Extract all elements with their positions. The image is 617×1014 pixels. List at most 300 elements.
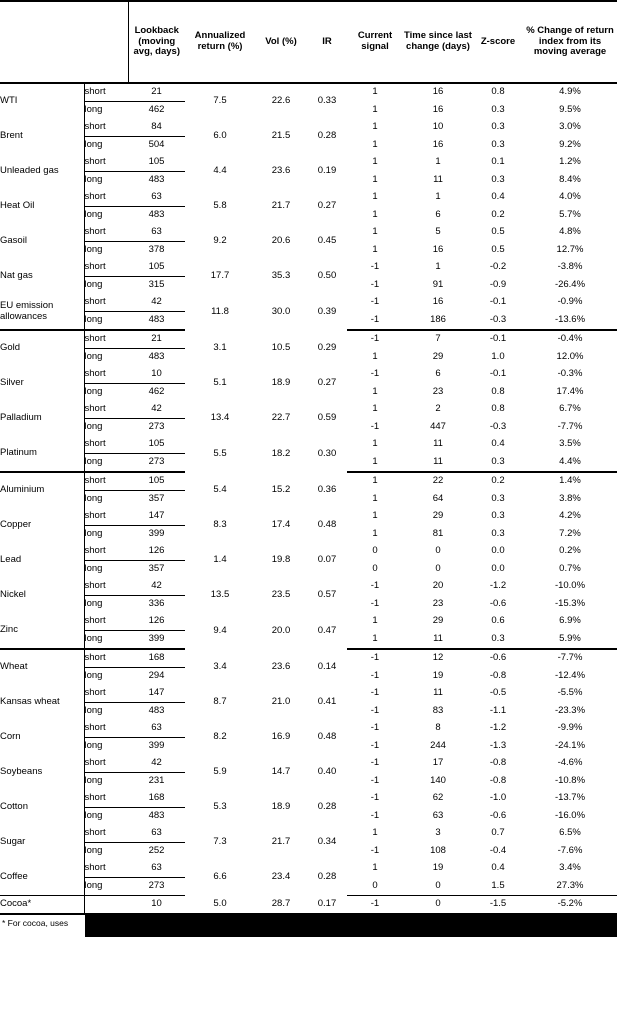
cell-term: long bbox=[84, 244, 103, 256]
cell-ir: 0.39 bbox=[317, 305, 337, 317]
cell-term: long bbox=[84, 351, 103, 363]
cell-zscore: 0.4 bbox=[491, 191, 505, 203]
cell-term: short bbox=[84, 472, 128, 491]
cell-time-since: 0 bbox=[435, 545, 441, 557]
cell-time-since: 10 bbox=[432, 121, 444, 133]
cell-term: long bbox=[84, 386, 103, 398]
cell-pct-change: 17.4% bbox=[556, 385, 584, 397]
cell-signal: -1 bbox=[370, 739, 380, 751]
cell-time-since: 81 bbox=[432, 527, 444, 539]
cell-time-since: 19 bbox=[432, 862, 444, 874]
cell-ir: 0.50 bbox=[317, 270, 337, 282]
table-row bbox=[0, 578, 617, 596]
cell-zscore: 0.1 bbox=[491, 156, 505, 168]
cell-signal: 1 bbox=[372, 527, 378, 539]
cell-vol: 20.0 bbox=[271, 624, 291, 636]
cell-time-since: 0 bbox=[403, 878, 473, 896]
cell-zscore: 0.3 bbox=[491, 121, 505, 133]
cell-zscore: -0.8 bbox=[489, 757, 507, 769]
row-label: Cocoa* bbox=[0, 896, 84, 914]
cell-signal: -1 bbox=[370, 844, 380, 856]
cell-ir: 0.40 bbox=[317, 766, 337, 778]
cell-term: long bbox=[84, 454, 128, 473]
cell-ir: 0.27 bbox=[317, 377, 337, 389]
cell-term: short bbox=[84, 860, 128, 878]
cell-signal: 1 bbox=[372, 191, 378, 203]
cell-zscore: 1.5 bbox=[473, 878, 523, 896]
table-row bbox=[0, 259, 617, 277]
cell-lookback: 84 bbox=[128, 119, 185, 137]
cell-pct-change: 3.8% bbox=[559, 492, 581, 504]
cell-zscore: 0.8 bbox=[491, 385, 505, 397]
cell-time-since: 0 bbox=[435, 562, 441, 574]
cell-time-since: 16 bbox=[432, 296, 444, 308]
cell-ir: 0.57 bbox=[317, 589, 337, 601]
cell-pct-change: -10.0% bbox=[554, 580, 586, 592]
cell-signal: -1 bbox=[370, 261, 380, 273]
cell-term: short bbox=[84, 508, 128, 526]
row-label: WTI bbox=[0, 83, 84, 119]
cell-zscore: 0.6 bbox=[491, 615, 505, 627]
cell-time-since: 16 bbox=[432, 243, 444, 255]
cell-ir: 0.27 bbox=[317, 200, 337, 212]
cell-signal: -1 bbox=[370, 597, 380, 609]
cell-pct-change: -3.8% bbox=[557, 261, 583, 273]
cell-term: short bbox=[84, 578, 128, 596]
cell-time-since: 16 bbox=[432, 103, 444, 115]
cell-annualized-return: 4.4 bbox=[213, 165, 227, 177]
cell-annualized-return: 9.2 bbox=[213, 235, 227, 247]
cell-zscore: 0.3 bbox=[473, 454, 523, 473]
row-label: Silver bbox=[0, 366, 84, 401]
cell-vol: 23.4 bbox=[271, 871, 291, 883]
cell-term: short bbox=[84, 119, 128, 137]
cell-annualized-return: 11.8 bbox=[211, 305, 229, 317]
row-label: Gasoil bbox=[0, 224, 84, 259]
cell-ir: 0.28 bbox=[317, 871, 337, 883]
cell-vol: 18.2 bbox=[271, 447, 291, 459]
cell-annualized-return: 8.2 bbox=[213, 731, 227, 743]
cell-lookback: 399 bbox=[148, 740, 165, 752]
cell-time-since: 12 bbox=[432, 652, 444, 664]
cell-pct-change: 4.9% bbox=[559, 86, 581, 98]
cell-signal: 1 bbox=[372, 350, 378, 362]
cell-term: short bbox=[84, 366, 128, 384]
cell-zscore: 0.3 bbox=[491, 492, 505, 504]
cell-time-since: 7 bbox=[435, 333, 441, 345]
table-row bbox=[0, 860, 617, 878]
cell-vol: 30.0 bbox=[271, 305, 291, 317]
cell-lookback: 231 bbox=[148, 775, 165, 787]
cell-zscore: 0.3 bbox=[491, 103, 505, 115]
cell-time-since: 8 bbox=[435, 722, 441, 734]
footnote bbox=[0, 913, 617, 928]
cell-zscore: 0.4 bbox=[491, 438, 505, 450]
cell-pct-change: -10.8% bbox=[554, 774, 586, 786]
cell-term: long bbox=[84, 740, 103, 752]
cell-ir: 0.14 bbox=[317, 660, 337, 672]
cell-time-since: 23 bbox=[432, 597, 444, 609]
cell-term: long bbox=[84, 104, 103, 116]
cell-zscore: -0.1 bbox=[489, 333, 507, 345]
cell-time-since: 244 bbox=[430, 739, 446, 751]
cell-term: short bbox=[84, 83, 128, 102]
cell-signal: -1 bbox=[370, 704, 380, 716]
cell-pct-change: 7.2% bbox=[559, 527, 581, 539]
cell-vol: 28.7 bbox=[271, 897, 291, 909]
cell-signal: 1 bbox=[372, 862, 378, 874]
cell-vol: 23.6 bbox=[271, 660, 291, 672]
cell-time-since: 29 bbox=[432, 350, 444, 362]
cell-time-since: 5 bbox=[435, 226, 441, 238]
cell-vol: 22.6 bbox=[271, 95, 291, 107]
cell-pct-change: 0.7% bbox=[559, 562, 581, 574]
cell-time-since: 17 bbox=[432, 757, 444, 769]
cell-lookback: 10 bbox=[151, 898, 162, 910]
table-row bbox=[0, 366, 617, 384]
cell-zscore: 0.4 bbox=[491, 862, 505, 874]
cell-term: long bbox=[84, 493, 103, 505]
cell-term: short bbox=[84, 825, 128, 843]
cell-pct-change: -13.7% bbox=[554, 792, 586, 804]
cell-zscore: 0.8 bbox=[491, 403, 505, 415]
cell-pct-change: -16.0% bbox=[554, 809, 586, 821]
cell-lookback: 63 bbox=[128, 860, 185, 878]
cell-lookback: 483 bbox=[148, 174, 165, 186]
cell-pct-change: 4.0% bbox=[559, 191, 581, 203]
cell-pct-change: 27.3% bbox=[523, 878, 617, 896]
cell-ir: 0.28 bbox=[317, 130, 337, 142]
cell-zscore: 0.0 bbox=[491, 562, 505, 574]
cell-lookback: 42 bbox=[128, 755, 185, 773]
table-row bbox=[0, 472, 617, 491]
cell-annualized-return: 9.4 bbox=[213, 624, 227, 636]
cell-annualized-return: 7.3 bbox=[213, 836, 227, 848]
cell-signal: 1 bbox=[372, 475, 378, 487]
cell-term: short bbox=[84, 720, 128, 738]
cell-ir: 0.34 bbox=[317, 836, 337, 848]
row-label: Sugar bbox=[0, 825, 84, 860]
cell-pct-change: 4.2% bbox=[559, 510, 581, 522]
cell-signal: -1 bbox=[370, 722, 380, 734]
cell-pct-change: -23.3% bbox=[554, 704, 586, 716]
cell-vol: 35.3 bbox=[271, 270, 291, 282]
cell-term: long bbox=[84, 631, 128, 650]
cell-term: long bbox=[84, 528, 103, 540]
cell-lookback: 336 bbox=[148, 598, 165, 610]
cell-lookback: 483 bbox=[148, 810, 165, 822]
cell-signal: 0 bbox=[372, 562, 378, 574]
cell-lookback: 357 bbox=[148, 493, 165, 505]
cell-vol: 19.8 bbox=[271, 554, 291, 566]
cell-term: short bbox=[84, 401, 128, 419]
cell-time-since: 22 bbox=[432, 475, 444, 487]
cell-zscore: 0.3 bbox=[491, 510, 505, 522]
cell-signal: 1 bbox=[372, 226, 378, 238]
cell-zscore: -0.6 bbox=[489, 652, 507, 664]
cell-annualized-return: 1.4 bbox=[213, 554, 227, 566]
cell-signal: -1 bbox=[370, 296, 380, 308]
cell-lookback: 42 bbox=[128, 578, 185, 596]
cell-term: long bbox=[84, 312, 128, 331]
cell-vol: 21.7 bbox=[271, 836, 291, 848]
header-lookback: Lookback (moving avg, days) bbox=[128, 1, 185, 83]
cell-signal: 1 bbox=[347, 454, 403, 473]
cell-term: long bbox=[84, 563, 103, 575]
cell-vol: 23.6 bbox=[271, 165, 291, 177]
cell-ir: 0.19 bbox=[317, 165, 337, 177]
table-row bbox=[0, 613, 617, 631]
cell-vol: 14.7 bbox=[271, 766, 291, 778]
cell-lookback: 168 bbox=[128, 649, 185, 668]
cell-pct-change: -4.6% bbox=[557, 757, 583, 769]
cell-zscore: -0.3 bbox=[489, 420, 507, 432]
cell-annualized-return: 8.7 bbox=[213, 696, 227, 708]
cell-zscore: 0.3 bbox=[491, 527, 505, 539]
cell-pct-change: -0.4% bbox=[557, 333, 583, 345]
table-row bbox=[0, 825, 617, 843]
cell-signal: -1 bbox=[347, 312, 403, 331]
cell-lookback: 252 bbox=[148, 845, 165, 857]
header-vol: Vol (%) bbox=[255, 1, 307, 83]
cell-zscore: -1.2 bbox=[489, 580, 507, 592]
cell-time-since: 11 bbox=[433, 173, 443, 185]
cell-signal: -1 bbox=[370, 792, 380, 804]
cell-pct-change: 12.0% bbox=[556, 350, 584, 362]
cell-time-since: 64 bbox=[432, 492, 444, 504]
row-label: Wheat bbox=[0, 649, 84, 685]
cell-zscore: -0.5 bbox=[489, 687, 507, 699]
cell-time-since: 16 bbox=[432, 138, 444, 150]
header-time-since-last-change: Time since last change (days) bbox=[403, 1, 473, 83]
cell-pct-change: 1.4% bbox=[559, 475, 581, 487]
cell-zscore: 0.7 bbox=[491, 827, 505, 839]
cell-signal: 0 bbox=[347, 878, 403, 896]
cell-pct-change: 6.5% bbox=[559, 827, 581, 839]
cell-lookback: 126 bbox=[128, 543, 185, 561]
cell-pct-change: 3.0% bbox=[559, 121, 581, 133]
cell-time-since: 62 bbox=[432, 792, 444, 804]
cell-lookback: 483 bbox=[128, 312, 185, 331]
cell-lookback: 357 bbox=[148, 563, 165, 575]
cell-signal: 1 bbox=[372, 156, 378, 168]
cell-signal: 1 bbox=[372, 385, 378, 397]
cell-signal: 1 bbox=[372, 86, 378, 98]
cell-lookback: 399 bbox=[128, 631, 185, 650]
cell-zscore: 0.5 bbox=[491, 243, 505, 255]
cell-lookback: 21 bbox=[128, 330, 185, 349]
row-label: Coffee bbox=[0, 860, 84, 896]
cell-pct-change: -7.6% bbox=[557, 844, 583, 856]
table-row bbox=[0, 436, 617, 454]
cell-ir: 0.28 bbox=[317, 801, 337, 813]
cell-annualized-return: 6.0 bbox=[213, 130, 227, 142]
table-body bbox=[0, 83, 617, 913]
cell-pct-change: -0.9% bbox=[557, 296, 583, 308]
row-label: Copper bbox=[0, 508, 84, 543]
cell-signal: 1 bbox=[372, 510, 378, 522]
cell-time-since: 29 bbox=[432, 510, 444, 522]
header-current-signal: Current signal bbox=[347, 1, 403, 83]
cell-term: long bbox=[84, 139, 103, 151]
cell-zscore: 0.3 bbox=[491, 173, 505, 185]
cell-time-since: 0 bbox=[435, 898, 441, 910]
cell-term: short bbox=[84, 755, 128, 773]
cell-zscore: -1.2 bbox=[489, 722, 507, 734]
cell-lookback: 147 bbox=[128, 508, 185, 526]
cell-annualized-return: 5.1 bbox=[213, 377, 227, 389]
cell-lookback: 147 bbox=[128, 685, 185, 703]
cell-vol: 21.0 bbox=[271, 696, 291, 708]
cell-signal: -1 bbox=[370, 652, 380, 664]
cell-vol: 21.7 bbox=[271, 200, 291, 212]
cell-ir: 0.45 bbox=[317, 235, 337, 247]
cell-term: long bbox=[84, 878, 128, 896]
cell-annualized-return: 3.4 bbox=[213, 660, 227, 672]
cell-zscore: -1.1 bbox=[489, 704, 507, 716]
cell-signal: -1 bbox=[370, 580, 380, 592]
row-label: Nat gas bbox=[0, 259, 84, 294]
cell-lookback: 504 bbox=[148, 139, 165, 151]
cell-annualized-return: 3.1 bbox=[213, 341, 227, 353]
cell-term: short bbox=[84, 613, 128, 631]
cell-lookback: 63 bbox=[128, 224, 185, 242]
cell-signal: -1 bbox=[370, 774, 380, 786]
cell-annualized-return: 13.5 bbox=[210, 589, 230, 601]
cell-ir: 0.30 bbox=[317, 447, 337, 459]
cell-term: long bbox=[84, 209, 103, 221]
cell-lookback: 483 bbox=[148, 705, 165, 717]
cell-zscore: -0.1 bbox=[489, 296, 507, 308]
cell-time-since: 140 bbox=[430, 774, 446, 786]
cell-pct-change: -12.4% bbox=[554, 669, 586, 681]
cell-term: long bbox=[84, 598, 103, 610]
cell-signal: 1 bbox=[372, 615, 378, 627]
cell-lookback: 483 bbox=[148, 351, 165, 363]
cell-time-since: 447 bbox=[430, 420, 446, 432]
cell-signal: -1 bbox=[370, 368, 380, 380]
cell-annualized-return: 5.9 bbox=[213, 766, 227, 778]
cell-zscore: -0.6 bbox=[489, 597, 507, 609]
cell-vol: 20.6 bbox=[271, 235, 291, 247]
cell-signal: -1 bbox=[370, 333, 380, 345]
cell-time-since: 186 bbox=[403, 312, 473, 331]
cell-signal: 1 bbox=[372, 243, 378, 255]
cell-time-since: 11 bbox=[433, 687, 443, 699]
cell-pct-change: 8.4% bbox=[559, 173, 581, 185]
header-pct-change: % Change of return index from its moving average bbox=[523, 1, 617, 83]
cell-lookback: 273 bbox=[128, 454, 185, 473]
cell-term: short bbox=[84, 649, 128, 668]
table-row bbox=[0, 508, 617, 526]
cell-vol: 22.7 bbox=[271, 412, 291, 424]
row-label: Palladium bbox=[0, 401, 84, 436]
cell-term: long bbox=[84, 174, 103, 186]
cell-signal: 1 bbox=[372, 173, 378, 185]
cell-signal: 1 bbox=[372, 492, 378, 504]
cell-ir: 0.33 bbox=[317, 95, 337, 107]
cell-time-since: 3 bbox=[435, 827, 441, 839]
cell-annualized-return: 5.4 bbox=[213, 483, 227, 495]
cell-lookback: 315 bbox=[148, 279, 165, 291]
cell-signal: 0 bbox=[372, 545, 378, 557]
cell-time-since: 1 bbox=[435, 156, 441, 168]
cell-vol: 17.4 bbox=[271, 519, 291, 531]
cell-annualized-return: 5.8 bbox=[213, 200, 227, 212]
cell-lookback: 63 bbox=[128, 189, 185, 207]
cell-pct-change: 6.7% bbox=[559, 403, 581, 415]
cell-signal: -1 bbox=[370, 669, 380, 681]
cell-time-since: 16 bbox=[432, 86, 444, 98]
cell-pct-change: 9.5% bbox=[559, 103, 581, 115]
cell-zscore: -0.8 bbox=[489, 669, 507, 681]
cell-lookback: 168 bbox=[128, 790, 185, 808]
row-label: EU emission allowances bbox=[0, 294, 84, 330]
cell-vol: 15.2 bbox=[271, 483, 291, 495]
cell-annualized-return: 13.4 bbox=[210, 412, 230, 424]
cell-signal: 1 bbox=[372, 121, 378, 133]
cell-vol: 10.5 bbox=[271, 341, 291, 353]
cell-signal: -1 bbox=[370, 420, 380, 432]
cell-time-since: 6 bbox=[435, 208, 441, 220]
cell-time-since: 108 bbox=[430, 844, 446, 856]
table-row bbox=[0, 896, 617, 914]
cell-pct-change: 4.4% bbox=[523, 454, 617, 473]
cell-time-since: 1 bbox=[435, 261, 441, 273]
row-label: Platinum bbox=[0, 436, 84, 472]
cell-zscore: -0.2 bbox=[489, 261, 507, 273]
table-row bbox=[0, 119, 617, 137]
row-label: Zinc bbox=[0, 613, 84, 649]
table-row bbox=[0, 543, 617, 561]
cell-pct-change: -9.9% bbox=[557, 722, 583, 734]
cell-annualized-return: 8.3 bbox=[213, 519, 227, 531]
table-row bbox=[0, 755, 617, 773]
cell-term: short bbox=[84, 154, 128, 172]
cell-pct-change: -7.7% bbox=[557, 652, 583, 664]
cell-lookback: 483 bbox=[148, 209, 165, 221]
cell-zscore: -0.3 bbox=[473, 312, 523, 331]
table-row bbox=[0, 790, 617, 808]
cell-ir: 0.47 bbox=[317, 624, 337, 636]
row-label: Kansas wheat bbox=[0, 685, 84, 720]
table-row bbox=[0, 294, 617, 312]
cell-zscore: 0.2 bbox=[491, 208, 505, 220]
cell-term: short bbox=[84, 790, 128, 808]
cell-lookback: 378 bbox=[148, 244, 165, 256]
cell-signal: 1 bbox=[372, 103, 378, 115]
cell-lookback: 273 bbox=[148, 421, 165, 433]
cell-time-since: 20 bbox=[432, 580, 444, 592]
cell-pct-change: 5.7% bbox=[559, 208, 581, 220]
cell-lookback: 42 bbox=[128, 401, 185, 419]
cell-lookback: 105 bbox=[128, 436, 185, 454]
cell-pct-change: -26.4% bbox=[554, 278, 586, 290]
cell-lookback: 399 bbox=[148, 528, 165, 540]
cell-annualized-return: 5.5 bbox=[213, 447, 227, 459]
cell-pct-change: 9.2% bbox=[559, 138, 581, 150]
cell-lookback: 126 bbox=[128, 613, 185, 631]
cell-zscore: -0.8 bbox=[489, 774, 507, 786]
cell-term: short bbox=[84, 436, 128, 454]
cell-ir: 0.48 bbox=[317, 731, 337, 743]
cell-ir: 0.29 bbox=[317, 341, 337, 353]
cell-pct-change: -5.5% bbox=[557, 687, 583, 699]
cell-zscore: -0.1 bbox=[489, 368, 507, 380]
cell-time-since: 29 bbox=[432, 615, 444, 627]
cell-zscore: -0.9 bbox=[489, 278, 507, 290]
cell-term: long bbox=[84, 421, 103, 433]
